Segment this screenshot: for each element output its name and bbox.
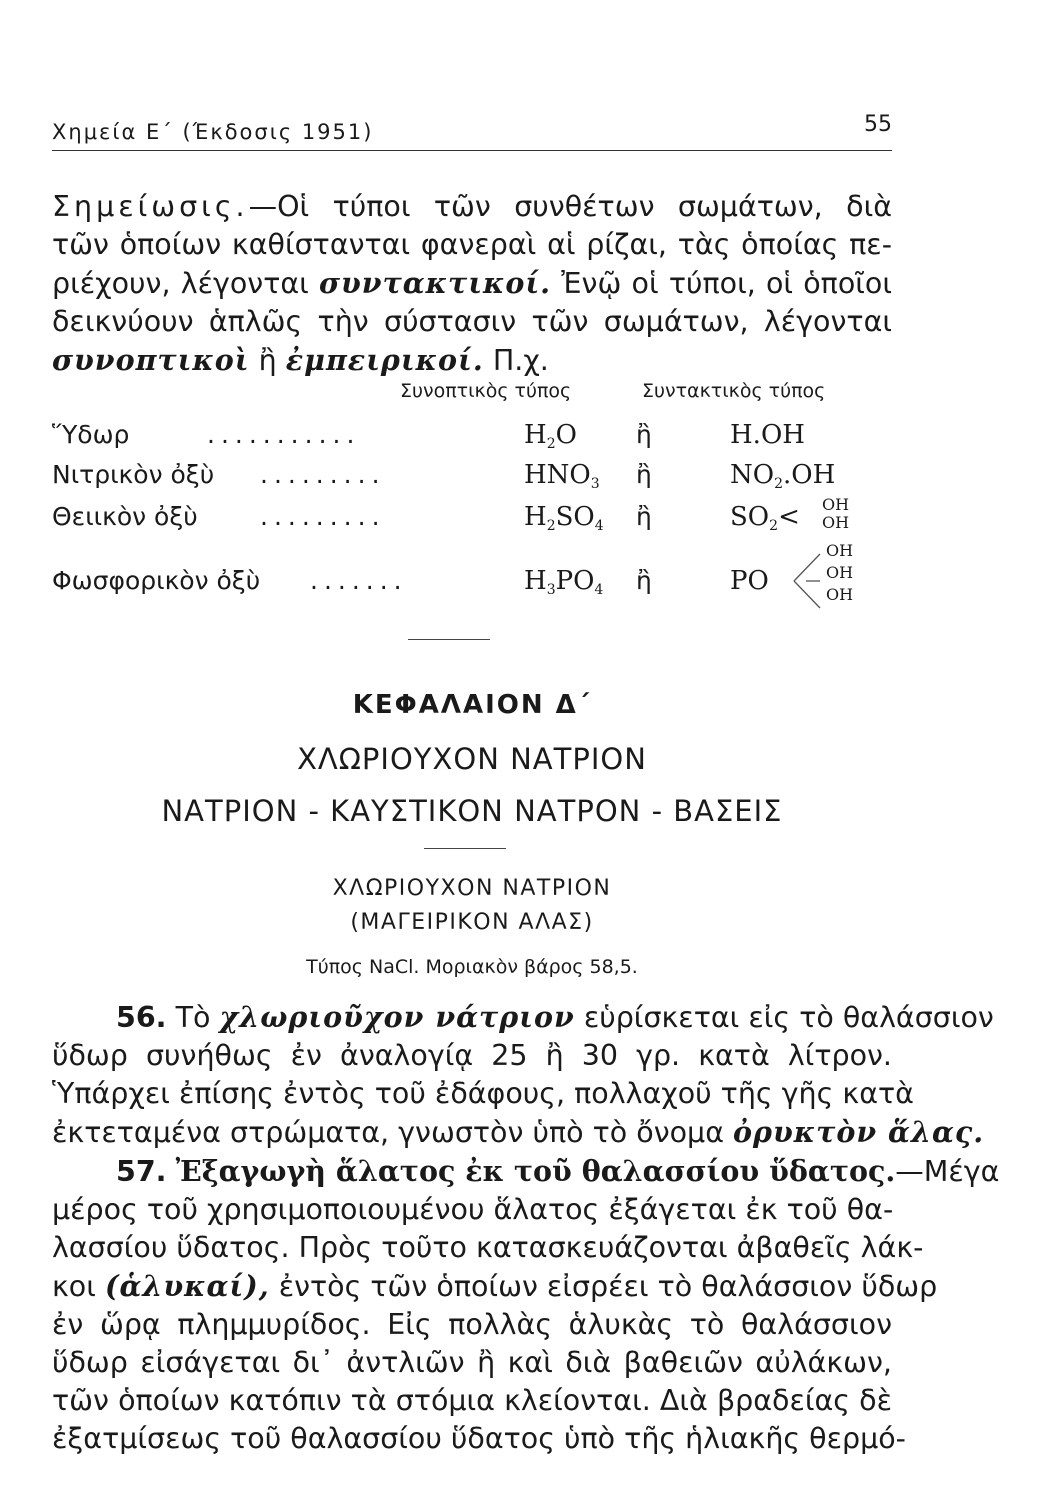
leader-dots: ......... (260, 502, 386, 531)
col-header-structural: Συντακτικὸς τύπος (642, 380, 826, 402)
paragraph-57 (52, 1152, 1000, 1458)
synoptic-formula: $H_2SO_4$ (524, 502, 604, 534)
paragraph-number: 56. (116, 1001, 167, 1034)
p57-line-8: ἐξατμίσεως τοῦ θαλασσίου ὕδατος ὑπὸ τῆς ἡλιακῆς θερμό- (52, 1422, 906, 1455)
page-number: 55 (864, 112, 892, 137)
or-word: ἢ (636, 566, 652, 595)
structural-formula: H.OH (730, 420, 805, 450)
synoptic-formula: $HNO_3$ (524, 460, 600, 492)
paragraph-56 (52, 998, 994, 1152)
paragraph-number: 57. (116, 1155, 167, 1188)
p57-line-3: λασσίου ὕδατος. Πρὸς τοῦτο κατασκευάζονται ἀβαθεῖς λάκ- (52, 1231, 924, 1264)
divider (408, 639, 490, 640)
structural-formula: $NO_2.OH$ (730, 460, 836, 492)
leader-dots: ........... (207, 420, 361, 449)
p57-heading: Ἐξαγωγὴ ἅλατος ἐκ τοῦ θαλασσίου ὕδατος. (175, 1154, 896, 1188)
p56-line-2: ὕδωρ συνήθως ἐν ἀναλογίᾳ 25 ἢ 30 γρ. κατὰ λίτρον. (52, 1039, 892, 1072)
note-line-1: Σημείωσις.—Οἱ τύποι τῶν συνθέτων σωμάτων, διὰ (52, 190, 892, 223)
col-header-synoptic: Συνοπτικὸς τύπος (400, 380, 572, 402)
term-synoptic: συνοπτικοὶ (52, 343, 250, 377)
bond-lines-icon (790, 548, 824, 614)
note-line-4: δεικνύουν ἁπλῶς τὴν σύστασιν τῶν σωμάτων, λέγονται (52, 305, 892, 338)
p57-line-2: μέρος τοῦ χρησιμοποιουμένου ἅλατος ἐξάγεται ἐκ τοῦ θα- (52, 1193, 894, 1226)
header-rule (52, 150, 892, 151)
note-line-2: τῶν ὁποίων καθίστανται φανεραὶ αἱ ρίζαι, τὰς ὁποίας πε- (52, 228, 892, 261)
term-empirical: ἐμπειρικοί. (285, 343, 484, 377)
note-line-5: συνοπτικοὶ ἢ ἐμπειρικοί. Π.χ. (52, 343, 549, 377)
row-name: Ὕδωρ (52, 420, 130, 449)
structural-formula: PO (730, 566, 769, 596)
note-paragraph (52, 188, 892, 380)
chapter-title-2: ΝΑΤΡΙΟΝ - ΚΑΥΣΤΙΚΟΝ ΝΑΤΡΟΝ - ΒΑΣΕΙΣ (161, 794, 783, 828)
term-sodium-chloride: χλωριοῦχον νάτριον (219, 1000, 575, 1034)
p57-line-4: κοι (ἁλυκαί), ἐντὸς τῶν ὁποίων εἰσρέει τὸ θαλάσσιον ὕδωρ (52, 1269, 938, 1303)
section-alt-name: (ΜΑΓΕΙΡΙΚΟΝ ΑΛΑΣ) (350, 910, 594, 935)
or-word: ἢ (636, 460, 652, 489)
table-row-nitric (52, 460, 892, 504)
p57-line-1: 57. Ἐξαγωγὴ ἅλατος ἐκ τοῦ θαλασσίου ὕδατος.—Μέγα (116, 1154, 1000, 1188)
or-word: ἢ (636, 502, 652, 531)
leader-dots: ......... (260, 460, 386, 489)
oh-group: OH OH (822, 495, 850, 532)
row-name: Φωσφορικὸν ὀξὺ (52, 566, 261, 595)
section-title: ΧΛΩΡΙΟΥΧΟΝ ΝΑΤΡΙΟΝ (332, 876, 612, 901)
chapter-title-1: ΧΛΩΡΙΟΥΧΟΝ ΝΑΤΡΙΟΝ (297, 742, 647, 776)
term-salt-pans: (ἁλυκαί), (104, 1269, 270, 1303)
chapter-label: ΚΕΦΑΛΑΙΟΝ Δ΄ (352, 690, 592, 720)
table-row-phosphoric (52, 541, 892, 610)
note-line-3: ριέχουν, λέγονται συντακτικοί. Ἐνῷ οἱ τύποι, οἱ ὁποῖοι (52, 266, 893, 300)
section-formula: Τύπος NaCl. Μοριακὸν βάρος 58,5. (306, 956, 638, 978)
divider (424, 848, 506, 849)
term-rock-salt: ὀρυκτὸν ἅλας. (733, 1115, 985, 1149)
table-row-water (52, 420, 892, 464)
note-lead: Σημείωσις. (52, 190, 249, 223)
p57-line-5: ἐν ὥρᾳ πλημμυρίδος. Εἰς πολλὰς ἁλυκὰς τὸ θαλάσσιον (52, 1308, 892, 1341)
row-name: Θειικὸν ὀξὺ (52, 502, 198, 531)
term-syntactic: συντακτικοί. (319, 266, 552, 300)
leader-dots: ....... (310, 566, 408, 595)
oh-group: OH OH OH (826, 541, 854, 604)
running-title: Χημεία Ε΄ (Έκδοσις 1951) (52, 120, 374, 144)
synoptic-formula: $H_3PO_4$ (524, 566, 604, 598)
p56-line-4: ἐκτεταμένα στρώματα, γνωστὸν ὑπὸ τὸ ὄνομα ὀρυκτὸν ἅλας. (52, 1115, 985, 1149)
synoptic-formula: $H_2O$ (524, 420, 577, 452)
running-header (52, 112, 892, 152)
row-name: Νιτρικὸν ὀξὺ (52, 460, 215, 489)
p57-line-7: τῶν ὁποίων κατόπιν τὰ στόμια κλείονται. Διὰ βραδείας δὲ (52, 1384, 892, 1417)
p56-line-3: Ὑπάρχει ἐπίσης ἐντὸς τοῦ ἐδάφους, πολλαχοῦ τῆς γῆς κατὰ (52, 1077, 914, 1110)
p56-line-1: 56. Τὸ χλωριοῦχον νάτριον εὑρίσκεται εἰς τὸ θαλάσσιον (116, 1000, 994, 1034)
table-row-sulfuric (52, 495, 892, 546)
formula-table (52, 380, 892, 620)
or-word: ἢ (636, 420, 652, 449)
p57-line-6: ὕδωρ εἰσάγεται δι᾽ ἀντλιῶν ἢ καὶ διὰ βαθειῶν αὐλάκων, (52, 1346, 892, 1379)
structural-formula: $SO_2<$ (730, 502, 800, 534)
